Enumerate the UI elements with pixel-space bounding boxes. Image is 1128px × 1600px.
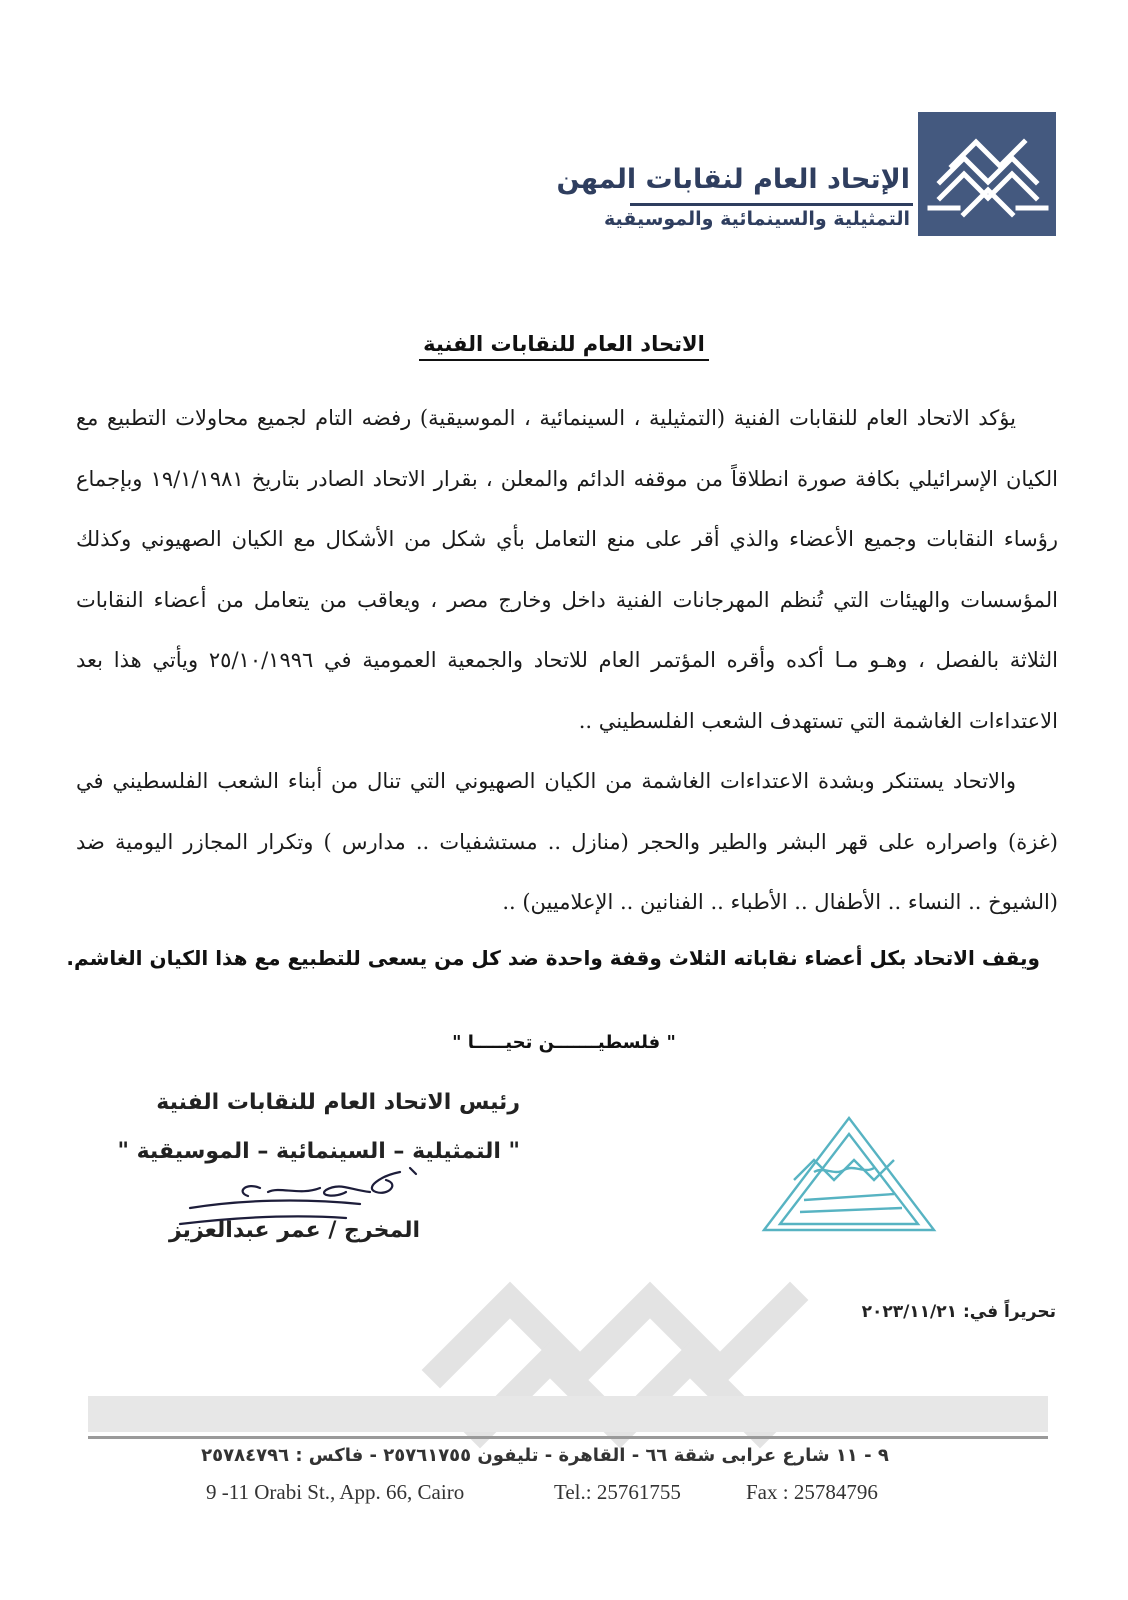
union-logo-icon <box>918 112 1056 236</box>
org-name: الإتحاد العام لنقابات المهن <box>556 164 910 195</box>
official-stamp <box>754 1110 944 1250</box>
footer-band <box>88 1396 1048 1432</box>
slogan: " فلسطيـــــــن تحيـــــا " <box>452 1032 676 1053</box>
signatory-title: رئيس الاتحاد العام للنقابات الفنية <box>156 1090 520 1115</box>
union-logo <box>918 112 1056 236</box>
document-title <box>0 332 1128 356</box>
body-paragraph-1: يؤكد الاتحاد العام للنقابات الفنية (التمثيلية ، السينمائية ، الموسيقية) رفضه التام لجميع محاولات التطبيع مع الكيان الإسرائيلي بكافة صورة انطلاقاً من موقفه الدائم والمعلن ، بقرار الاتحاد الصادر بتاريخ ١٩/١/١٩٨١ وبإجماع رؤساء النقابات وجميع الأعضاء والذي أقر على منع التعامل بأي شكل من الأشكال مع الكيان الصهيوني وكذلك المؤسسات والهيئات التي تُنظم المهرجانات الفنية داخل وخارج مصر ، ويعاقب من يتعامل من أعضاء النقابات الثلاثة بالفصل ، وهـو مـا أكده وأقره المؤتمر العام للاتحاد والجمعية العمومية في ٢٥/١٠/١٩٩٦ ويأتي هذا بعد الاعتداءات الغاشمة التي تستهدف الشعب الفلسطيني .. <box>76 406 1058 733</box>
signatory-name: المخرج / عمر عبدالعزيز <box>169 1218 420 1243</box>
header-rule <box>630 203 913 206</box>
letter-body <box>76 388 1058 933</box>
issue-date: تحريراً في: ٢٠٢٣/١١/٢١ <box>861 1302 1056 1322</box>
signatory-branches: " التمثيلية – السينمائية – الموسيقية " <box>117 1139 520 1164</box>
footer-rule <box>88 1436 1048 1439</box>
closing-statement: ويقف الاتحاد بكل أعضاء نقاباته الثلاث وقفة واحدة ضد كل من يسعى للتطبيع مع هذا الكيان الغاشم. <box>66 946 1040 970</box>
body-paragraph-2: والاتحاد يستنكر وبشدة الاعتداءات الغاشمة من الكيان الصهيوني التي تنال من أبناء الشعب الفلسطيني في (غزة) واصراره على قهر البشر والطير والحجر (منازل .. مستشفيات .. مدارس ) وتكرار المجازر اليومية ضد (الشيوخ .. النساء .. الأطفال .. الأطباء .. الفنانين .. الإعلاميين) .. <box>76 769 1058 914</box>
footer-address: 9 -11 Orabi St., App. 66, Cairo <box>206 1480 465 1504</box>
footer-address-arabic: ٩ - ١١ شارع عرابى شقة ٦٦ - القاهرة - تليفون ٢٥٧٦١٧٥٥ - فاكس : ٢٥٧٨٤٧٩٦ <box>201 1445 889 1466</box>
footer-telephone: Tel.: 25761755 <box>554 1480 681 1504</box>
org-subtitle: التمثيلية والسينمائية والموسيقية <box>603 208 910 230</box>
document-title-text: الاتحاد العام للنقابات الفنية <box>419 332 709 361</box>
footer-fax: Fax : 25784796 <box>746 1480 878 1504</box>
